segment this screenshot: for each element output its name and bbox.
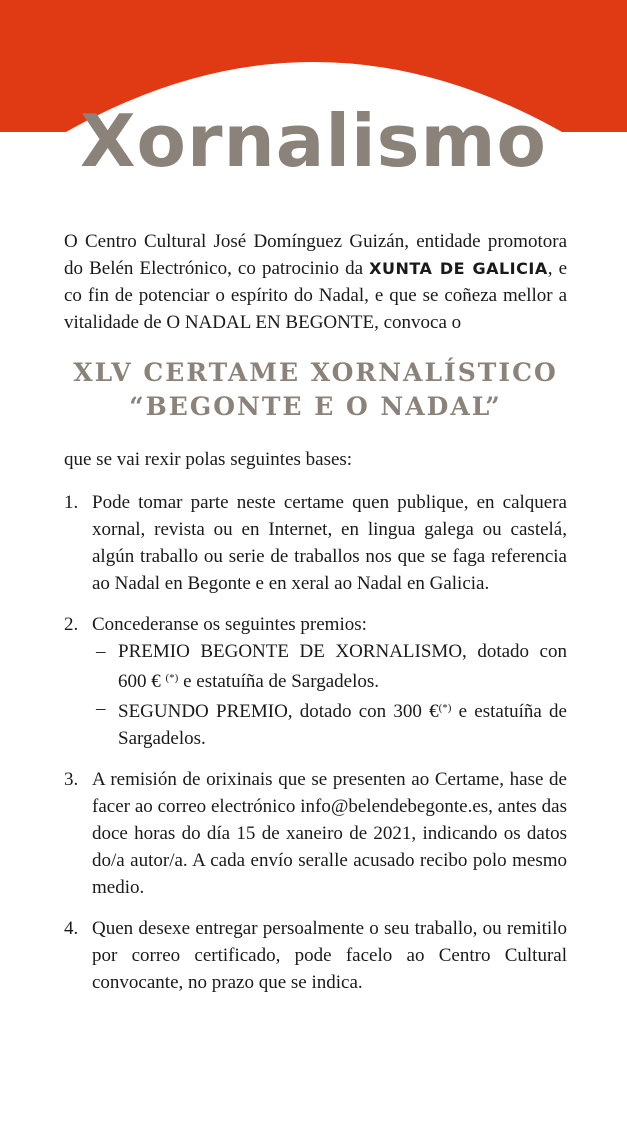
base-number: 1. <box>64 492 79 513</box>
prize-text-end: e estatuíña de Sargadelos. <box>118 701 567 749</box>
base-text: Pode tomar parte neste certame quen publique, en calquera xornal, revista ou en Internet, en lingua galega ou castelá, algún traballo ou serie de traballos nos que se faga referencia ao Nadal en Begonte e en xeral ao Nadal en Galicia. <box>92 492 567 594</box>
base-number: 4. <box>64 918 79 939</box>
contest-heading-line1: XLV CERTAME XORNALÍSTICO <box>73 358 558 387</box>
intro-paragraph <box>64 228 567 336</box>
bases-list <box>64 489 567 996</box>
base-item-2 <box>64 611 567 752</box>
base-number: 3. <box>64 769 79 790</box>
base-item-4 <box>64 915 567 996</box>
contest-heading <box>64 356 567 424</box>
prize-text: PREMIO BEGONTE DE XORNALISMO, dotado con 600 € <box>118 641 567 692</box>
intro-text-2: , e co fin de potenciar o espírito do Nadal, e que se coñeza mellor a vitalidade de O NADAL EN BEGONTE, convoca o <box>64 258 568 333</box>
sponsor-name: XUNTA DE GALICIA <box>369 259 548 278</box>
intro-text-1: O Centro Cultural José Domínguez Guizán, entidade promotora do Belén Electrónico, co patrocinio da <box>64 231 567 279</box>
prize-dash: – <box>96 698 106 719</box>
prize-text-end: e estatuíña de Sargadelos. <box>178 671 379 692</box>
base-number: 2. <box>64 614 79 635</box>
base-text: A remisión de orixinais que se presenten ao Certame, hase de facer ao correo electrónico info@belendebegonte.es, antes das doce horas do día 15 de xaneiro de 2021, indicando os datos do/a autor/a. A cada envío seralle acusado recibo polo mesmo medio. <box>92 769 567 898</box>
prize-text: SEGUNDO PREMIO, dotado con 300 € <box>118 701 439 722</box>
page-title: Xornalismo <box>79 99 548 183</box>
content <box>64 228 567 1010</box>
base-text: Quen desexe entregar persoalmente o seu traballo, ou remitilo por correo certificado, pode facelo ao Centro Cultural convocante, no prazo que se indica. <box>92 918 567 993</box>
bases-lead: que se vai rexir polas seguintes bases: <box>64 449 353 470</box>
prize-item-2 <box>92 695 567 752</box>
contest-heading-line2: “BEGONTE E O NADAL” <box>129 392 502 421</box>
base-item-3 <box>64 766 567 901</box>
base-text: Concederanse os seguintes premios: <box>92 614 367 635</box>
prize-note: (*) <box>438 702 452 714</box>
prize-dash: – <box>96 641 106 662</box>
prize-note: (*) <box>165 672 179 684</box>
prize-item-1 <box>92 638 567 695</box>
prizes-list <box>92 638 567 752</box>
base-item-1 <box>64 489 567 597</box>
